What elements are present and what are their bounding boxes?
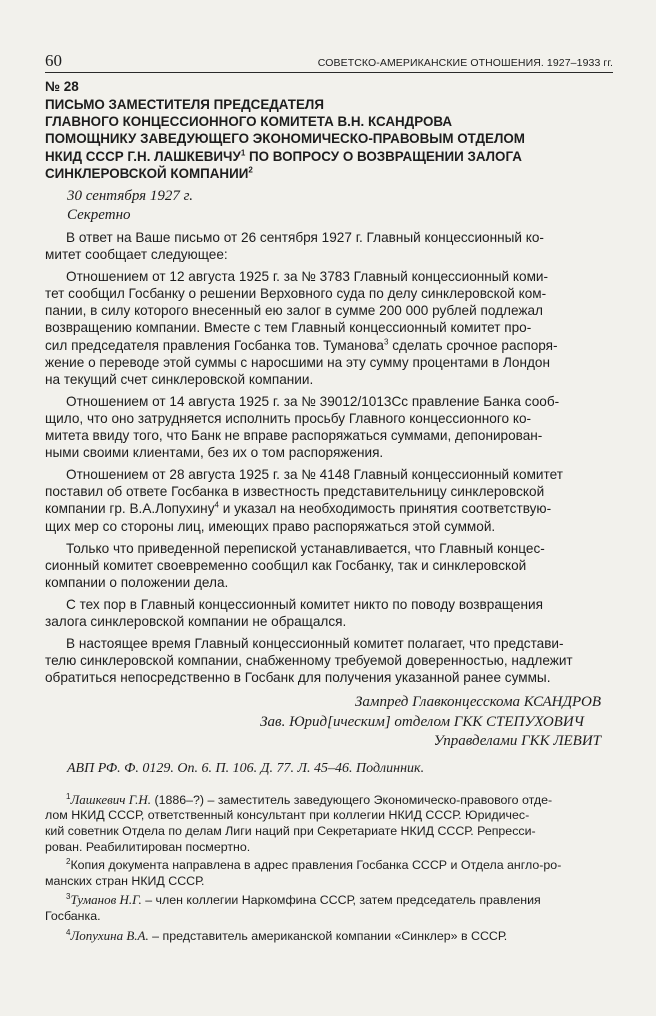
- signature-line: Зампред Главконцесскома КСАНДРОВ: [354, 694, 601, 711]
- footnotes: [45, 792, 613, 944]
- footnote-ref-4[interactable]: 4: [214, 500, 219, 510]
- footnote-ref-1[interactable]: 1: [240, 148, 246, 158]
- footnote-1: $^1$Лашкевич Г.Н. (1886–?) – заместитель заведующего Экономическо-правового отде- лом НКИД СССР, ответственный консультант при коллегии НКИД СССР. Юридичес- кий советник Отдела по делам Лиги наций при Секретариате НКИД СССР. Репресси- рован. Реабилитирован посмертно.: [45, 791, 553, 854]
- paragraph: Отношением от 28 августа 1925 г. за № 4148 Главный концессионный комитет поставил об ответе Госбанка в известность представительницу синклеровской компании гр. В.А.Лопухину$^4$ и указал на необходимость принятия соответствую- щих мер со стороны лиц, имеющих право распоряжаться этой суммой.: [45, 467, 563, 534]
- archive-reference: АВП РФ. Ф. 0129. Оп. 6. П. 106. Д. 77. Л. 45–46. Подлинник.: [67, 760, 425, 776]
- document-page: [45, 48, 613, 947]
- title-line: ГЛАВНОГО КОНЦЕССИОННОГО КОМИТЕТА В.Н. КСАНДРОВА: [45, 114, 453, 130]
- footnote-3: $^3$Туманов Н.Г. – член коллегии Наркомфина СССР, затем председатель правления Госбанка.: [45, 892, 541, 924]
- letter-body: [45, 229, 613, 686]
- signature-block: [45, 693, 613, 752]
- running-title: СОВЕТСКО-АМЕРИКАНСКИЕ ОТНОШЕНИЯ. 1927–1933 гг.: [317, 57, 613, 69]
- running-head: [45, 48, 613, 73]
- signature-line: Управделами ГКК ЛЕВИТ: [433, 733, 601, 750]
- footnote-ref-3[interactable]: 3: [383, 337, 389, 347]
- paragraph: Отношением от 12 августа 1925 г. за № 3783 Главный концессионный коми- тет сообщил Госбанку о решении Верховного суда по делу синклеровской ком- пании, в силу которого внесенный ею залог в сумме 200 000 рублей подлежал возвращению компании. Вместе с тем Главный концессионный комитет про- сил председателя правления Госбанка тов. Туманова$^3$ сделать срочное распоря- жение о переводе этой суммы с наросшими на эту сумму процентами в Лондон на текущий счет синклеровской компании.: [45, 269, 558, 387]
- footnote-ref-2[interactable]: 2: [248, 165, 253, 175]
- title-line: СИНКЛЕРОВСКОЙ КОМПАНИИ$^2$: [45, 165, 253, 181]
- document-number: № 28: [45, 79, 79, 94]
- paragraph: С тех пор в Главный концессионный комитет никто по поводу возвращения залога синклеровской компании не обращался.: [45, 596, 543, 629]
- paragraph: В ответ на Ваше письмо от 26 сентября 1927 г. Главный концессионный ко- митет сообщает следующее:: [45, 230, 544, 263]
- title-line: НКИД СССР Г.Н. ЛАШКЕВИЧУ$^1$ ПО ВОПРОСУ О ВОЗВРАЩЕНИИ ЗАЛОГА: [45, 148, 522, 164]
- paragraph: Отношением от 14 августа 1925 г. за № 39012/1013Сс правление Банка сооб- щило, что оно затрудняется исполнить просьбу Главного концессионного ко- митета ввиду того, что Банк не вправе распоряжаться суммами, депонирован- ными своими клиентами, без их о том распоряжения.: [45, 393, 560, 461]
- paragraph: Только что приведенной перепиской устанавливается, что Главный концес- сионный комитет своевременно сообщил как Госбанку, так и синклеровской компании о положении дела.: [45, 540, 545, 590]
- classification-label: Секретно: [67, 207, 131, 224]
- footnote-2: $^2$Копия документа направлена в адрес правления Госбанка СССР и Отдела англо-ро- манских стран НКИД СССР.: [45, 857, 562, 888]
- title-line: ПИСЬМО ЗАМЕСТИТЕЛЯ ПРЕДСЕДАТЕЛЯ: [45, 97, 324, 112]
- title-line: ПОМОЩНИКУ ЗАВЕДУЮЩЕГО ЭКОНОМИЧЕСКО-ПРАВОВЫМ ОТДЕЛОМ: [45, 131, 525, 147]
- footnote-4: $^4$Лопухина В.А. – представитель американской компании «Синклер» в СССР.: [66, 927, 508, 943]
- paragraph: В настоящее время Главный концессионный комитет полагает, что представи- телю синклеровской компании, снабженному требуемой доверенностью, надлежит обратиться непосредственно в Госбанк для получения указанной ранее суммы.: [45, 636, 573, 686]
- page-number: 60: [45, 51, 62, 70]
- signature-line: Зав. Юрид[ическим] отделом ГКК СТЕПУХОВИЧ: [260, 713, 584, 730]
- document-date: 30 сентября 1927 г.: [67, 188, 194, 205]
- document-title: [45, 96, 613, 182]
